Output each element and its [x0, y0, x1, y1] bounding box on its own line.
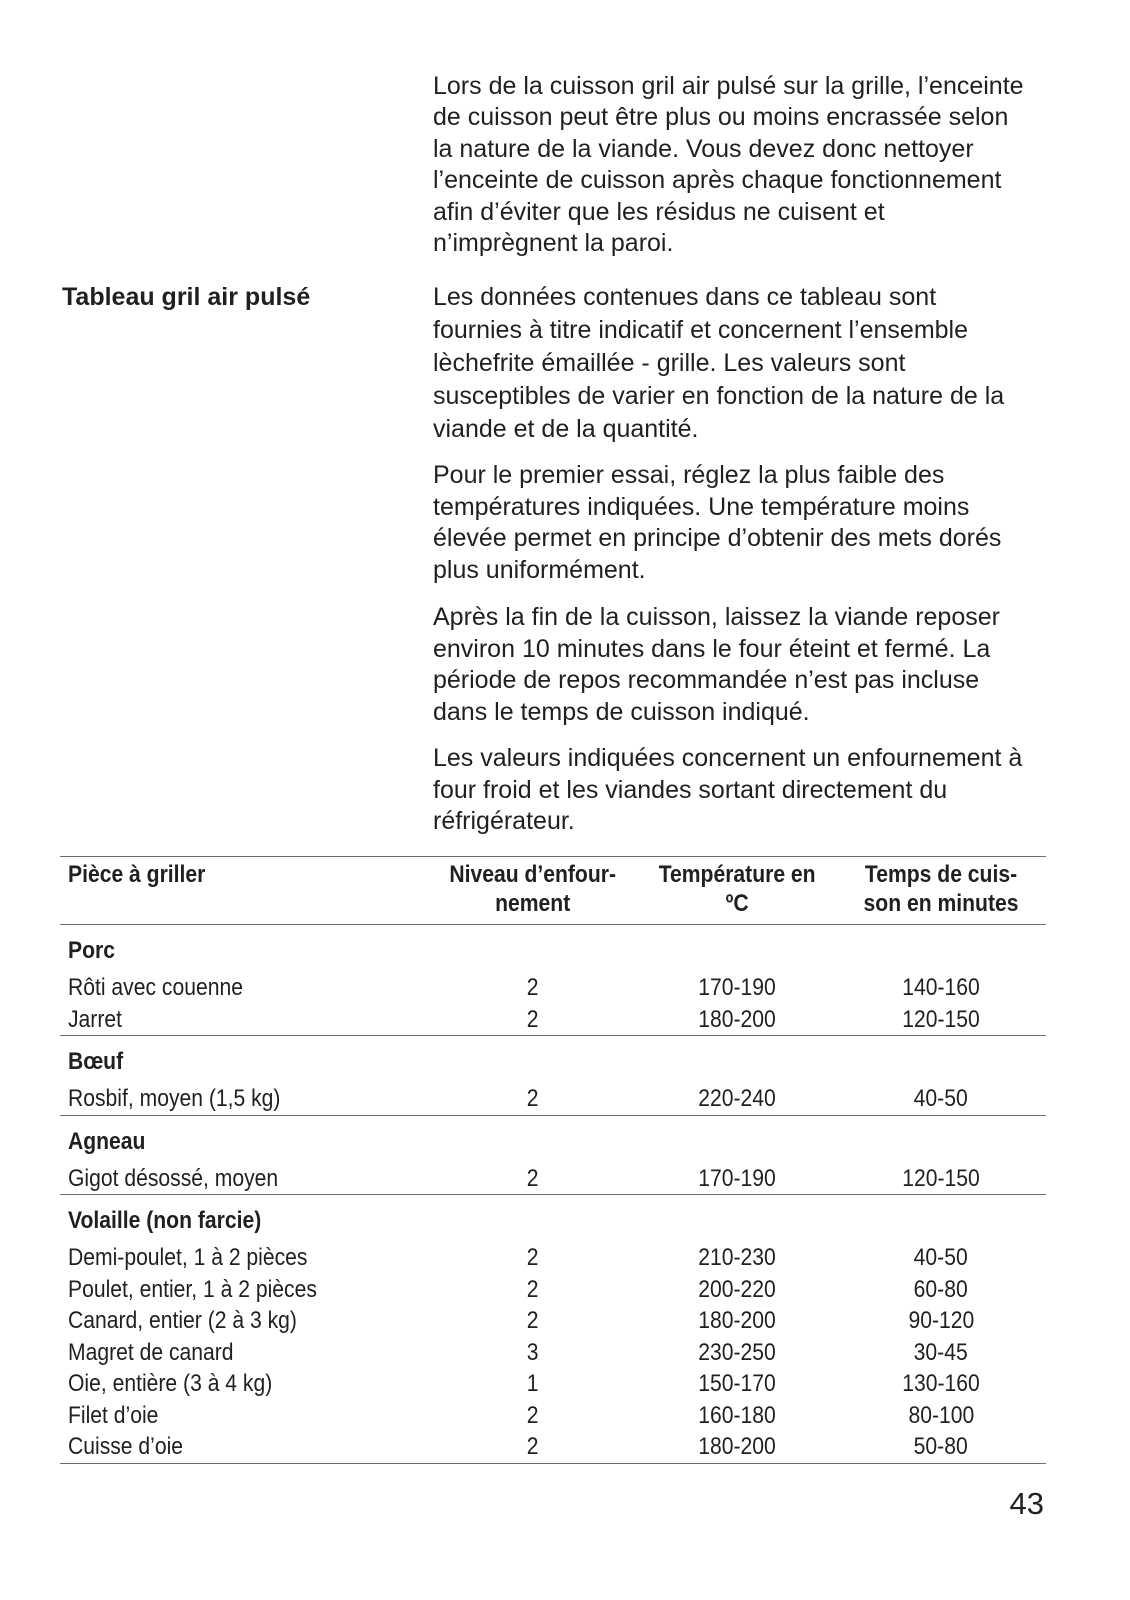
cell-niveau-text: 3 [527, 1338, 539, 1366]
cell-temperature-text: 230-250 [698, 1338, 776, 1366]
table-group [60, 925, 1046, 1036]
group-title [60, 1204, 1046, 1238]
header-piece [60, 860, 433, 889]
cell-piece-text: Canard, entier (2 à 3 kg) [68, 1307, 297, 1334]
cell-temperature [633, 1305, 841, 1337]
cell-piece-text: Oie, entière (3 à 4 kg) [68, 1370, 273, 1397]
cell-niveau-text: 2 [527, 1275, 539, 1303]
cell-temps [841, 972, 1041, 1004]
cell-temps [841, 1337, 1041, 1369]
cell-temps-text: 80-100 [908, 1401, 974, 1429]
cell-temps-text: 140-160 [902, 974, 980, 1001]
cell-niveau-text: 2 [527, 1085, 539, 1112]
table-row [60, 1368, 1046, 1400]
cell-temps-text: 60-80 [913, 1275, 969, 1303]
cell-niveau-text: 2 [527, 1244, 539, 1271]
cell-temperature [633, 1004, 841, 1036]
cell-temperature-text: 180-200 [698, 1307, 776, 1334]
cell-niveau-text: 2 [527, 1401, 539, 1429]
cell-piece [60, 972, 433, 1004]
cell-temps [841, 1274, 1041, 1306]
cell-temps [841, 1431, 1041, 1463]
header-temperature [633, 860, 841, 918]
grill-table [60, 856, 1046, 1464]
cell-temps [841, 1305, 1041, 1337]
cell-piece [60, 1368, 433, 1400]
cell-piece [60, 1431, 433, 1463]
cell-piece [60, 1400, 433, 1432]
paragraph: Les valeurs indiquées concernent un enfournement à four froid et les viandes sortant directement du réfrigérateur. [433, 744, 1023, 835]
cell-temperature [633, 1274, 841, 1306]
group-title-text: Porc [68, 937, 115, 964]
paragraph: Après la fin de la cuisson, laissez la viande reposer environ 10 minutes dans le four éteint et fermé. La période de repos recommandée n’est pas incluse dans le temps de cuisson indiqué. [433, 603, 1000, 727]
cell-temperature-text: 170-190 [698, 974, 776, 1001]
cell-piece-text: Cuisse d’oie [68, 1433, 184, 1460]
cell-niveau [433, 1305, 633, 1337]
cell-temperature-text: 160-180 [698, 1401, 776, 1429]
table-group [60, 1195, 1046, 1464]
cell-niveau-text: 1 [527, 1370, 539, 1397]
group-title [60, 1125, 1046, 1159]
cell-temperature [633, 1431, 841, 1463]
group-title [60, 934, 1046, 968]
cell-niveau-text: 2 [527, 1307, 539, 1334]
table-row [60, 1083, 1046, 1115]
cell-temperature [633, 1242, 841, 1274]
header-temperature-text: Température en ºC [658, 861, 816, 917]
cell-piece [60, 1242, 433, 1274]
cell-temps-text: 90-120 [908, 1307, 974, 1334]
cell-temps-text: 50-80 [913, 1433, 969, 1460]
group-title-text: Bœuf [68, 1048, 124, 1075]
cell-temperature-text: 210-230 [698, 1244, 776, 1271]
header-niveau-text: Niveau d’enfour- nement [449, 861, 617, 917]
cell-temps [841, 1163, 1041, 1195]
cell-piece-text: Demi-poulet, 1 à 2 pièces [68, 1244, 308, 1271]
table-row [60, 1305, 1046, 1337]
table-row [60, 1274, 1046, 1306]
cell-piece-text: Gigot désossé, moyen [68, 1164, 279, 1192]
cell-temperature [633, 1368, 841, 1400]
cell-piece [60, 1305, 433, 1337]
cell-temperature-text: 200-220 [698, 1275, 776, 1303]
cell-piece-text: Filet d’oie [68, 1401, 159, 1429]
cell-piece [60, 1004, 433, 1036]
table-row [60, 1337, 1046, 1369]
table-header [60, 857, 1046, 925]
cell-niveau [433, 1431, 633, 1463]
cell-niveau [433, 1242, 633, 1274]
cell-piece-text: Rosbif, moyen (1,5 kg) [68, 1085, 281, 1112]
table-body [60, 925, 1046, 1464]
cell-piece-text: Jarret [68, 1005, 122, 1033]
cell-piece-text: Rôti avec couenne [68, 974, 243, 1001]
header-temps [841, 860, 1041, 918]
cell-temperature [633, 1163, 841, 1195]
cell-piece-text: Magret de canard [68, 1338, 234, 1366]
cell-niveau [433, 1004, 633, 1036]
cell-niveau-text: 2 [527, 1005, 539, 1033]
cell-temps [841, 1083, 1041, 1115]
cell-niveau [433, 1083, 633, 1115]
cell-piece [60, 1083, 433, 1115]
table-row [60, 1431, 1046, 1463]
cell-niveau [433, 1337, 633, 1369]
cell-temperature [633, 1400, 841, 1432]
cell-piece [60, 1337, 433, 1369]
cell-niveau [433, 1400, 633, 1432]
table-row [60, 1242, 1046, 1274]
table-row [60, 972, 1046, 1004]
table-row [60, 1400, 1046, 1432]
cell-temperature [633, 972, 841, 1004]
cell-niveau-text: 2 [527, 974, 539, 1001]
group-title [60, 1045, 1046, 1079]
cell-piece [60, 1163, 433, 1195]
cell-temps [841, 1400, 1041, 1432]
header-piece-text: Pièce à griller [68, 861, 206, 888]
cell-niveau-text: 2 [527, 1433, 539, 1460]
cell-piece-text: Poulet, entier, 1 à 2 pièces [68, 1275, 317, 1303]
cell-niveau-text: 2 [527, 1164, 539, 1192]
cell-temps-text: 120-150 [902, 1005, 980, 1033]
group-title-text: Volaille (non farcie) [68, 1207, 262, 1234]
cell-temps [841, 1004, 1041, 1036]
cell-temperature-text: 170-190 [698, 1164, 776, 1192]
cell-temperature [633, 1337, 841, 1369]
table-row [60, 1163, 1046, 1195]
header-temps-text: Temps de cuis- son en minutes [863, 861, 1019, 917]
cell-temps-text: 120-150 [902, 1164, 980, 1192]
page-number: 43 [1009, 1486, 1044, 1521]
paragraph: Pour le premier essai, réglez la plus faible des températures indiquées. Une température moins élevée permet en principe d’obtenir des mets dorés plus uniformément. [433, 461, 1002, 585]
header-niveau [433, 860, 633, 918]
group-title-text: Agneau [68, 1127, 146, 1155]
cell-temps-text: 130-160 [902, 1370, 980, 1397]
cell-temps [841, 1368, 1041, 1400]
cell-temperature-text: 150-170 [698, 1370, 776, 1397]
cell-niveau [433, 1274, 633, 1306]
table-group [60, 1116, 1046, 1196]
cell-temperature-text: 180-200 [698, 1005, 776, 1033]
table-group [60, 1036, 1046, 1116]
cell-temps [841, 1242, 1041, 1274]
section-title: Tableau gril air pulsé [62, 283, 311, 311]
cell-niveau [433, 972, 633, 1004]
cell-temperature-text: 180-200 [698, 1433, 776, 1460]
cell-temps-text: 30-45 [913, 1338, 969, 1366]
cell-niveau [433, 1368, 633, 1400]
cell-temperature-text: 220-240 [698, 1085, 776, 1112]
cell-temperature [633, 1083, 841, 1115]
table-row [60, 1004, 1046, 1036]
paragraph: Les données contenues dans ce tableau sont fournies à titre indicatif et concernent l’ensemble lèchefrite émaillée - grille. Les valeurs sont susceptibles de varier en fonction de la nature de la viande et de la quantité. [433, 283, 1005, 443]
intro-paragraph: Lors de la cuisson gril air pulsé sur la grille, l’enceinte de cuisson peut être plus ou moins encrassée selon la nature de la viande. Vous devez donc nettoyer l’enceinte de cuisson après chaque fonctionnement afin d’éviter que les résidus ne cuisent et n’imprègnent la paroi. [433, 72, 1024, 258]
cell-temps-text: 40-50 [913, 1244, 969, 1271]
cell-temps-text: 40-50 [913, 1085, 969, 1112]
cell-niveau [433, 1163, 633, 1195]
cell-piece [60, 1274, 433, 1306]
